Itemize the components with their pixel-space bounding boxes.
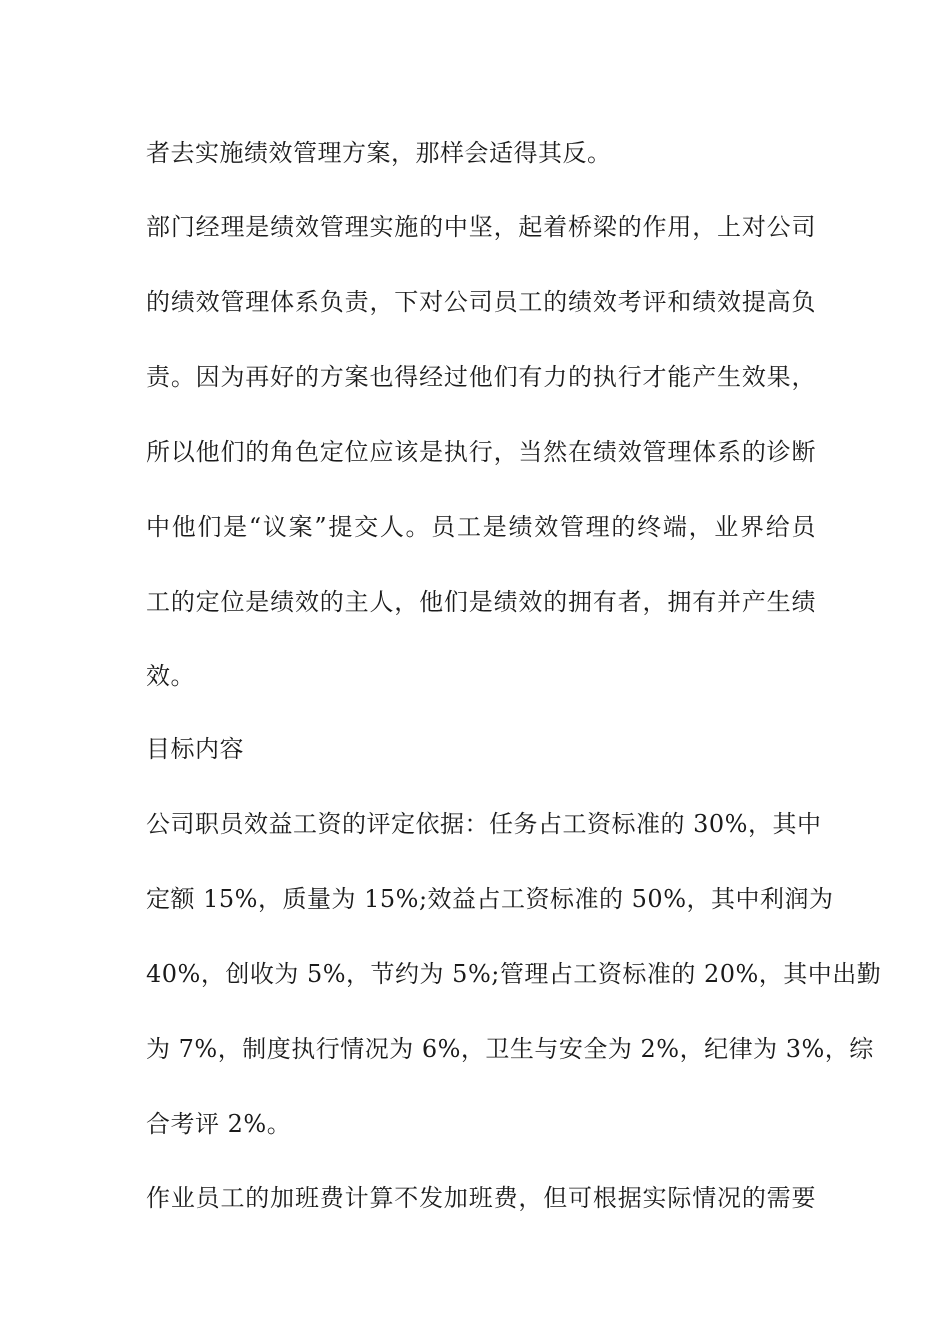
section-heading: 目标内容 xyxy=(146,735,244,763)
paragraph-line-11: 40%，创收为 5%，节约为 5%;管理占工资标准的 20%，其中出勤 xyxy=(146,960,882,988)
paragraph-line-14: 作业员工的加班费计算不发加班费，但可根据实际情况的需要 xyxy=(146,1184,816,1212)
paragraph-line-12: 为 7%，制度执行情况为 6%，卫生与安全为 2%，纪律为 3%，综 xyxy=(146,1035,874,1063)
paragraph-line-4: 责。因为再好的方案也得经过他们有力的执行才能产生效果， xyxy=(146,363,816,391)
paragraph-line-1: 者去实施绩效管理方案，那样会适得其反。 xyxy=(146,139,612,167)
paragraph-line-10: 定额 15%，质量为 15%;效益占工资标准的 50%，其中利润为 xyxy=(146,885,834,913)
paragraph-line-7: 工的定位是绩效的主人，他们是绩效的拥有者，拥有并产生绩 xyxy=(146,588,816,616)
paragraph-line-2: 部门经理是绩效管理实施的中坚，起着桥梁的作用，上对公司 xyxy=(146,213,816,241)
paragraph-line-13: 合考评 2%。 xyxy=(146,1110,292,1138)
paragraph-line-8: 效。 xyxy=(146,662,195,690)
paragraph-line-5: 所以他们的角色定位应该是执行，当然在绩效管理体系的诊断 xyxy=(146,438,816,466)
paragraph-line-6: 中他们是“议案”提交人。员工是绩效管理的终端，业界给员 xyxy=(146,513,816,541)
paragraph-line-9: 公司职员效益工资的评定依据：任务占工资标准的 30%，其中 xyxy=(146,810,822,838)
paragraph-line-3: 的绩效管理体系负责，下对公司员工的绩效考评和绩效提高负 xyxy=(146,288,816,316)
